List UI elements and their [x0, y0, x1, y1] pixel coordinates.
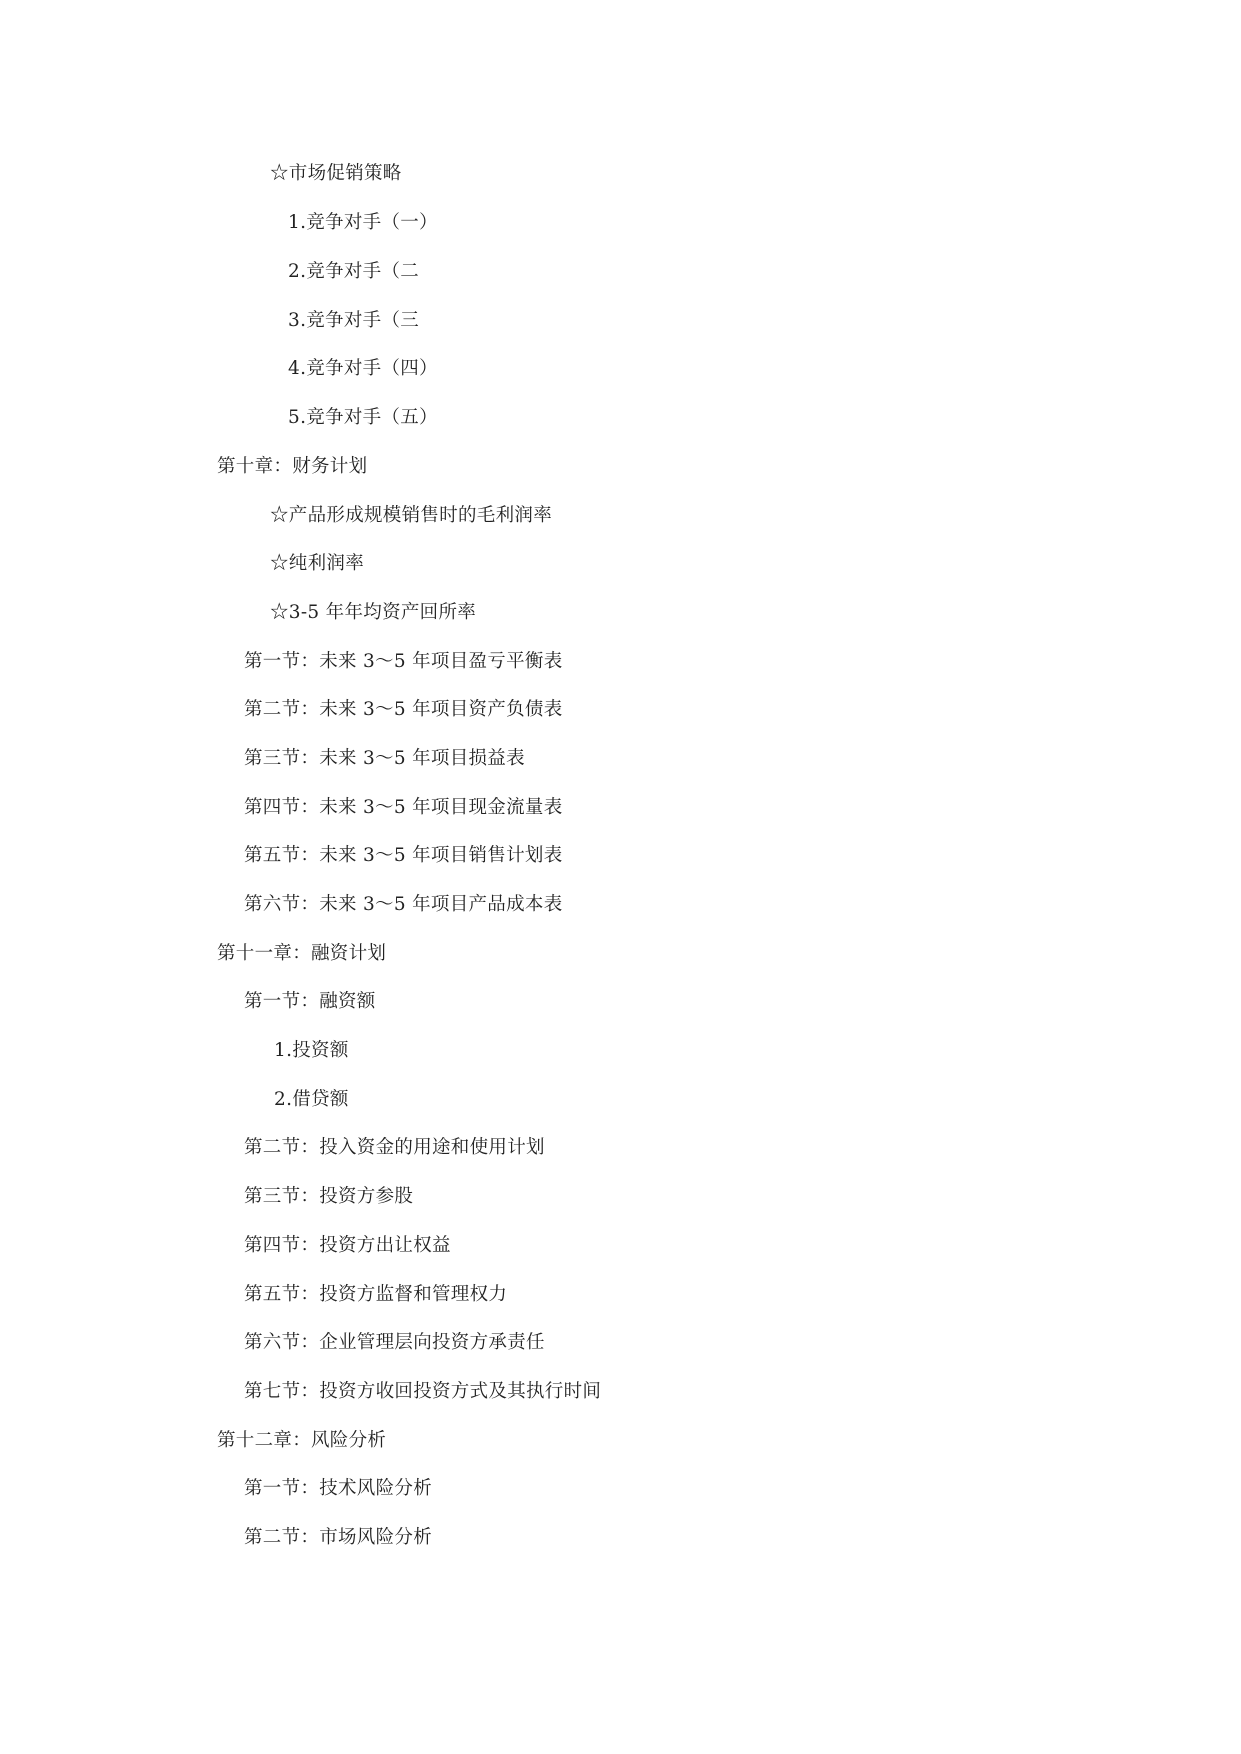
section-breakeven-table: 第一节：未来 3～5 年项目盈亏平衡表 — [244, 651, 563, 672]
item-net-margin: ☆纯利润率 — [270, 553, 365, 574]
item-competitor-3: 3.竞争对手（三 — [288, 310, 420, 331]
item-asset-return-rate: ☆3-5 年年均资产回所率 — [270, 602, 477, 623]
item-competitor-4: 4.竞争对手（四） — [288, 358, 438, 379]
chapter-11-heading: 第十一章：融资计划 — [217, 943, 387, 964]
section-sales-plan-table: 第五节：未来 3～5 年项目销售计划表 — [244, 845, 563, 866]
chapter-12-heading: 第十二章：风险分析 — [217, 1430, 387, 1451]
section-ceded-rights: 第四节：投资方出让权益 — [244, 1235, 451, 1256]
item-loan-amount: 2.借贷额 — [274, 1089, 349, 1110]
chapter-10-heading: 第十章：财务计划 — [217, 456, 368, 477]
item-gross-margin: ☆产品形成规模销售时的毛利润率 — [270, 505, 553, 526]
section-investment-exit: 第七节：投资方收回投资方式及其执行时间 — [244, 1381, 602, 1402]
section-balance-sheet: 第二节：未来 3～5 年项目资产负债表 — [244, 699, 563, 720]
section-fund-usage-plan: 第二节：投入资金的用途和使用计划 — [244, 1137, 545, 1158]
section-market-risk: 第二节：市场风险分析 — [244, 1527, 433, 1548]
section-management-responsibility: 第六节：企业管理层向投资方承责任 — [244, 1332, 545, 1353]
section-financing-amount: 第一节：融资额 — [244, 991, 376, 1012]
section-technical-risk: 第一节：技术风险分析 — [244, 1478, 433, 1499]
item-competitor-5: 5.竞争对手（五） — [288, 407, 438, 428]
section-product-cost-table: 第六节：未来 3～5 年项目产品成本表 — [244, 894, 563, 915]
section-income-statement: 第三节：未来 3～5 年项目损益表 — [244, 748, 525, 769]
section-investor-equity: 第三节：投资方参股 — [244, 1186, 414, 1207]
section-supervision-rights: 第五节：投资方监督和管理权力 — [244, 1284, 508, 1305]
item-competitor-2: 2.竞争对手（二 — [288, 261, 420, 282]
item-market-promotion-strategy: ☆市场促销策略 — [270, 163, 402, 184]
section-cash-flow-table: 第四节：未来 3～5 年项目现金流量表 — [244, 797, 563, 818]
item-investment-amount: 1.投资额 — [274, 1040, 349, 1061]
item-competitor-1: 1.竞争对手（一） — [288, 212, 438, 233]
